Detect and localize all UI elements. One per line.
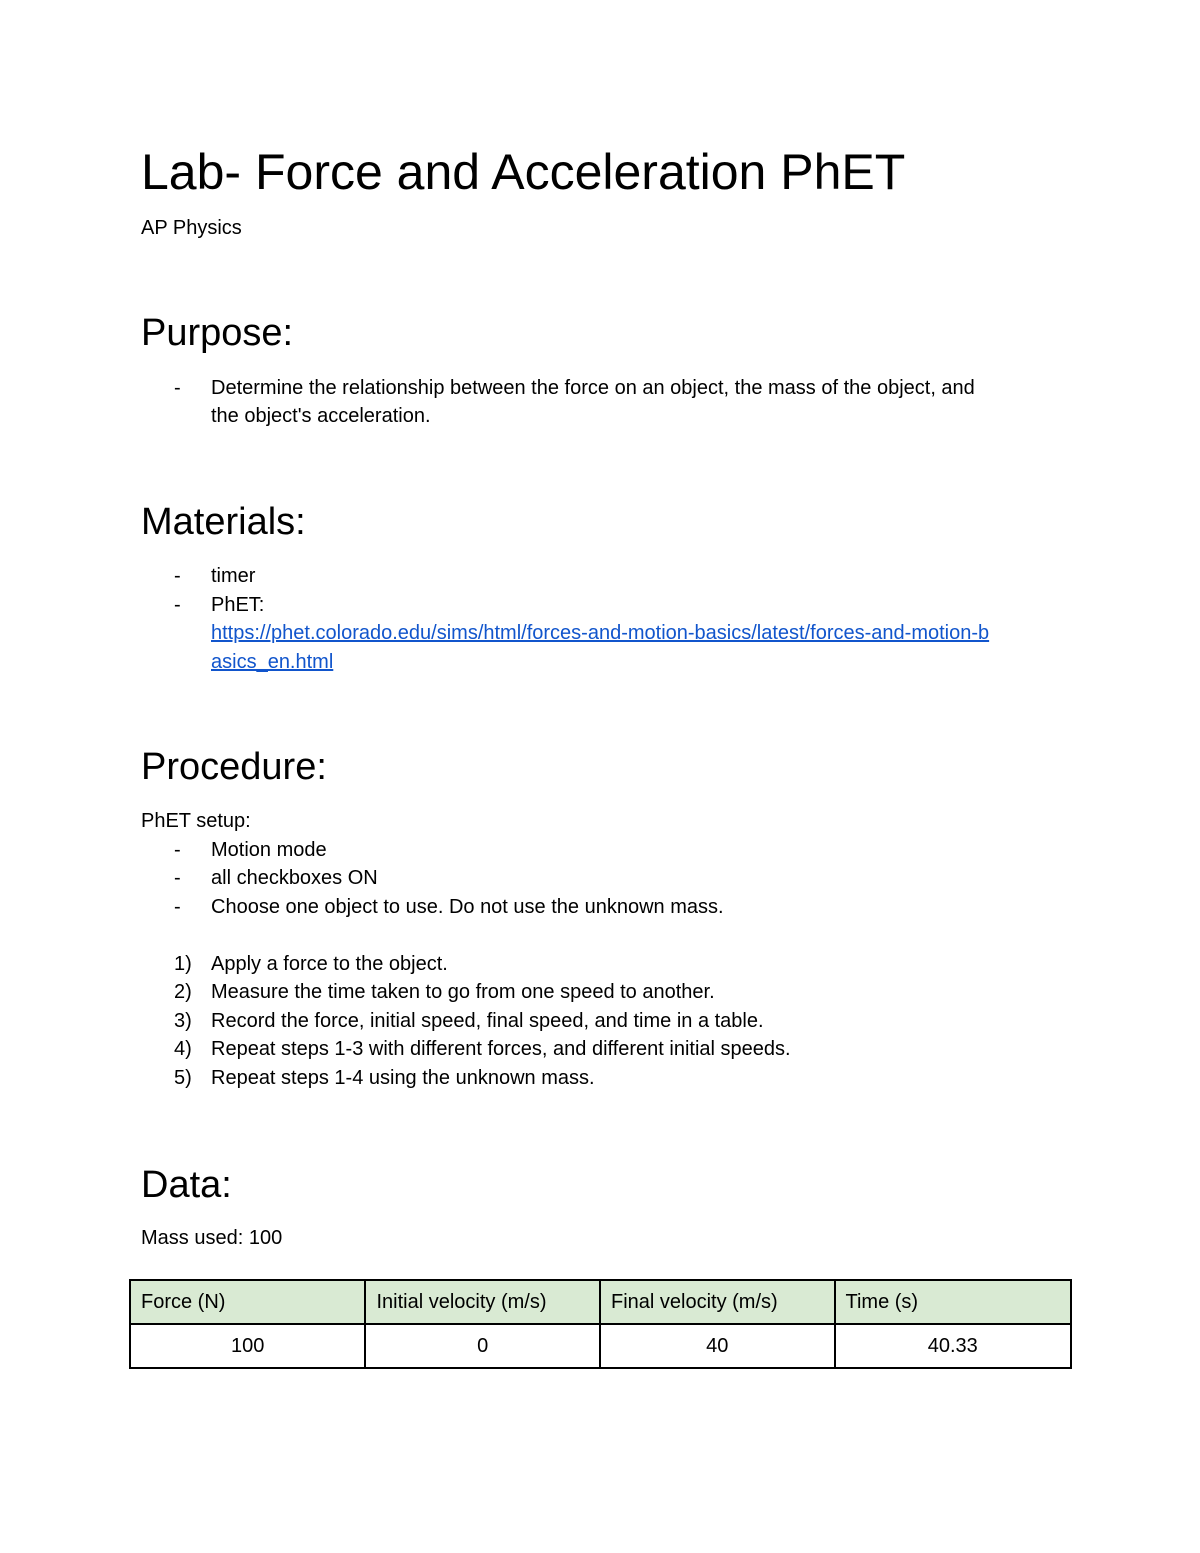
step-number: 2) (174, 981, 192, 1003)
procedure-heading: Procedure: (141, 746, 327, 788)
materials-bullet: - (174, 594, 181, 616)
purpose-text-line1: Determine the relationship between the force on an object, the mass of the object, and (211, 377, 975, 399)
data-table (129, 1279, 1072, 1369)
phet-link-line1[interactable]: https://phet.colorado.edu/sims/html/forces-and-motion-basics/latest/forces-and-motion-b (211, 622, 990, 644)
step-text: Apply a force to the object. (211, 953, 448, 975)
table-cell: 40.33 (835, 1324, 1072, 1368)
materials-item-phet-label: PhET: (211, 594, 265, 616)
setup-item: Choose one object to use. Do not use the unknown mass. (211, 896, 724, 918)
step-number: 1) (174, 953, 192, 975)
step-text: Repeat steps 1-3 with different forces, and different initial speeds. (211, 1038, 791, 1060)
setup-item: all checkboxes ON (211, 867, 378, 889)
step-text: Repeat steps 1-4 using the unknown mass. (211, 1067, 595, 1089)
table-header-row (130, 1280, 1071, 1324)
step-number: 3) (174, 1010, 192, 1032)
mass-used: Mass used: 100 (141, 1227, 283, 1249)
purpose-text-line2: the object's acceleration. (211, 405, 431, 427)
table-cell: 40 (600, 1324, 835, 1368)
materials-bullet: - (174, 565, 181, 587)
materials-item-timer: timer (211, 565, 256, 587)
phet-link-line2[interactable]: asics_en.html (211, 651, 334, 673)
data-heading: Data: (141, 1164, 232, 1206)
step-number: 5) (174, 1067, 192, 1089)
setup-item: Motion mode (211, 839, 327, 861)
document-subtitle: AP Physics (141, 217, 242, 239)
setup-bullet: - (174, 867, 181, 889)
purpose-bullet: - (174, 377, 181, 399)
document-title: Lab- Force and Acceleration PhET (141, 144, 906, 200)
materials-heading: Materials: (141, 501, 306, 543)
table-row (130, 1324, 1071, 1368)
table-header-cell: Initial velocity (m/s) (365, 1280, 600, 1324)
setup-bullet: - (174, 839, 181, 861)
table-header-cell: Time (s) (835, 1280, 1072, 1324)
step-number: 4) (174, 1038, 192, 1060)
purpose-heading: Purpose: (141, 312, 294, 354)
table-cell: 100 (130, 1324, 365, 1368)
step-text: Measure the time taken to go from one speed to another. (211, 981, 715, 1003)
table-header-cell: Final velocity (m/s) (600, 1280, 835, 1324)
step-text: Record the force, initial speed, final speed, and time in a table. (211, 1010, 764, 1032)
setup-bullet: - (174, 896, 181, 918)
setup-label: PhET setup: (141, 810, 251, 832)
table-header-cell: Force (N) (130, 1280, 365, 1324)
table-cell: 0 (365, 1324, 600, 1368)
